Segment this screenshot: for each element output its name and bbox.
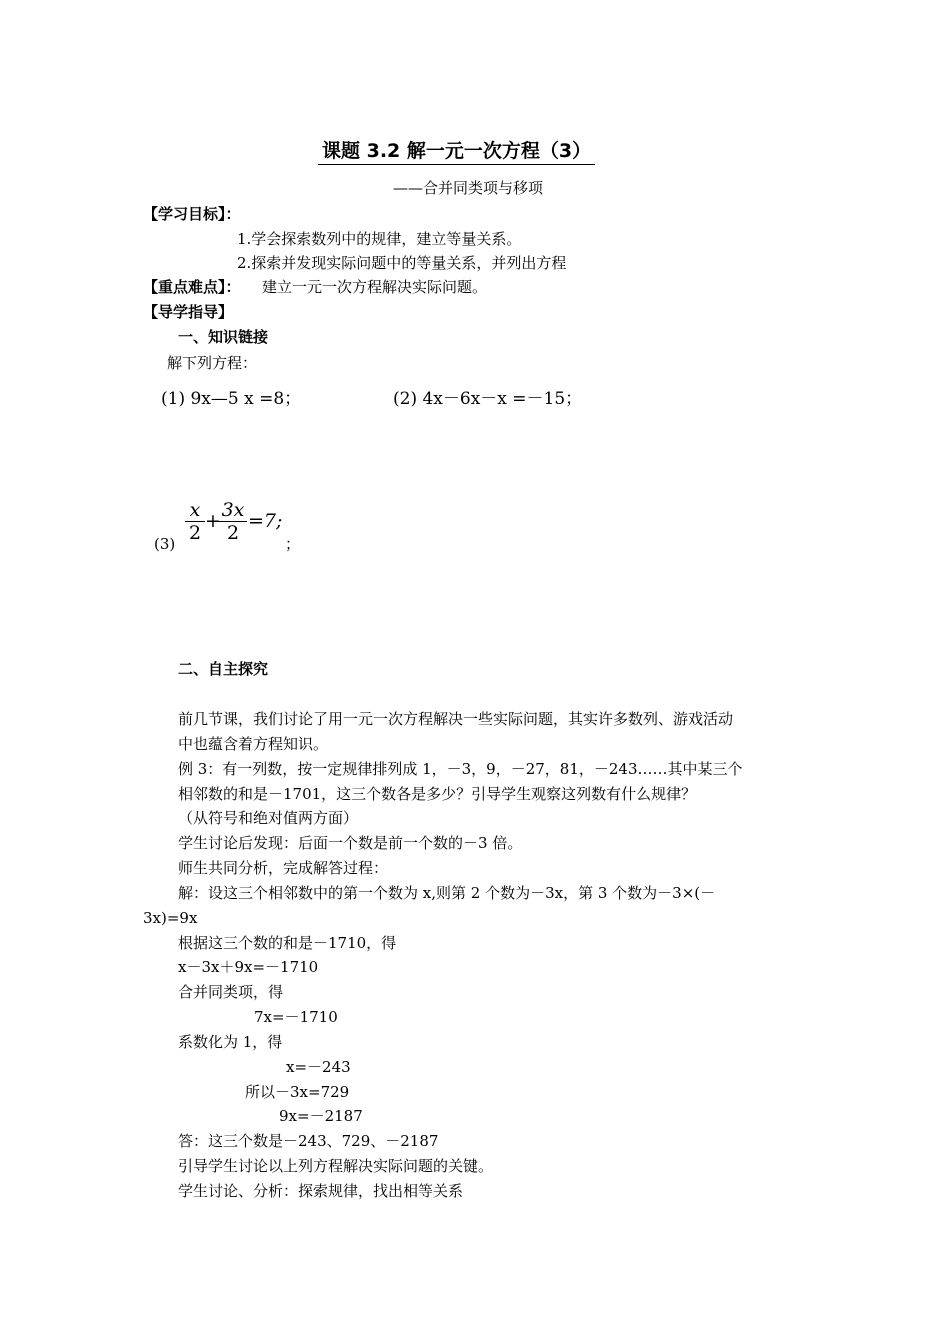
section2-heading: 二、自主探究 (178, 660, 269, 678)
paragraph-line: 中也蕴含着方程知识。 (178, 735, 329, 753)
paragraph-line: 学生讨论、分析：探索规律，找出相等关系 (178, 1182, 464, 1200)
paragraph-line: 系数化为 1，得 (178, 1033, 283, 1051)
equation-2: (2) 4x－6x－x =－15； (393, 389, 583, 409)
paragraph-line: 师生共同分析，完成解答过程： (178, 859, 389, 877)
page-subtitle: ——合并同类项与移项 (393, 179, 544, 197)
equation-3-label: (3) (154, 535, 176, 553)
paragraph-line: 根据这三个数的和是－1710，得 (178, 934, 397, 952)
paragraph-line: 合并同类项，得 (178, 983, 284, 1001)
paragraph-line: x－3x＋9x=－1710 (178, 958, 319, 976)
objectives-label: 【学习目标】： (143, 205, 241, 223)
fraction-denominator: 2 (185, 521, 205, 544)
paragraph-line: 例 3：有一列数，按一定规律排列成 1，－3，9，－27，81，－243……其中某三个 (178, 760, 743, 778)
paragraph-line: 9x=－2187 (279, 1107, 363, 1125)
fraction-numerator: x (189, 499, 201, 521)
key-points-label: 【重点难点】： (143, 278, 241, 296)
paragraph-line: 答：这三个数是－243、729、－2187 (178, 1132, 439, 1150)
fraction-x-over-2 (185, 499, 205, 544)
fraction-numerator: 3x (221, 499, 245, 521)
equation-1: (1) 9x—5 x =8； (161, 389, 302, 409)
plus-sign: + (205, 510, 221, 532)
paragraph-line: 相邻数的和是－1701，这三个数各是多少？引导学生观察这列数有什么规律？ (178, 785, 697, 803)
paragraph-line: （从符号和绝对值两方面） (178, 809, 359, 827)
fraction-3x-over-2 (219, 499, 247, 544)
equation-3-rhs: =7; (248, 510, 283, 532)
paragraph-line: 学生讨论后发现：后面一个数是前一个数的－3 倍。 (178, 834, 523, 852)
objective-item: 2.探索并发现实际问题中的等量关系，并列出方程 (237, 254, 567, 272)
guide-label: 【导学指导】 (143, 303, 234, 321)
section1-intro: 解下列方程： (167, 354, 258, 372)
page-title: 课题 3.2 解一元一次方程（3） (318, 139, 595, 165)
section1-heading: 一、知识链接 (178, 328, 269, 346)
paragraph-line: x=－243 (286, 1058, 351, 1076)
paragraph-line: 所以－3x=729 (245, 1083, 350, 1101)
fraction-denominator: 2 (219, 521, 247, 544)
paragraph-line: 3x)=9x (143, 909, 198, 927)
paragraph-line: 前几节课，我们讨论了用一元一次方程解决一些实际问题，其实许多数列、游戏活动 (178, 710, 734, 728)
equation-3-tail: ； (285, 535, 301, 553)
paragraph-line: 7x=－1710 (254, 1008, 338, 1026)
paragraph-line: 引导学生讨论以上列方程解决实际问题的关键。 (178, 1157, 494, 1175)
paragraph-line: 解：设这三个相邻数中的第一个数为 x,则第 2 个数为－3x，第 3 个数为－3×(－ (178, 884, 716, 902)
objective-item: 1.学会探索数列中的规律，建立等量关系。 (237, 230, 522, 248)
key-points-text: 建立一元一次方程解决实际问题。 (262, 278, 488, 296)
